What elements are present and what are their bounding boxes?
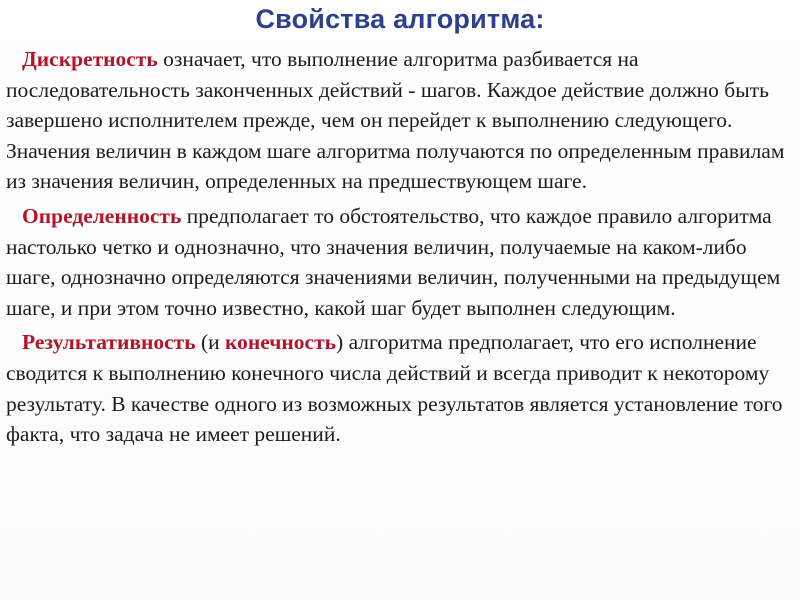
paragraph-discreteness	[6, 44, 796, 197]
term-finiteness: конечность	[225, 330, 337, 355]
term-definiteness: Определенность	[22, 203, 182, 228]
paragraph-effectiveness	[6, 327, 796, 449]
paragraph-discreteness-text: означает, что выполнение алгоритма разбивается на последовательность законченных действий - шагов. Каждое действие должно быть завершено исполнителем прежде, чем он перейдет к выполнению следующего. Значения величин в каждом шаге алгоритма получаются по определенным правилам из значения величин, определенных на предшествующем шаге.	[6, 47, 785, 194]
paragraph-definiteness-text: предполагает то обстоятельство, что каждое правило алгоритма настолько четко и однозначно, что значения величин, получаемые на каком-либо шаге, однозначно определяются значениями величин, полученными на предыдущем шаге, и при этом точно известно, какой шаг будет выполнен следующим.	[6, 203, 781, 320]
paragraph-definiteness	[6, 201, 796, 323]
term-discreteness: Дискретность	[22, 47, 158, 71]
slide-title: Свойства алгоритма:	[255, 4, 545, 34]
paragraph-effectiveness-text: ) алгоритма предполагает, что его исполнение сводится к выполнению конечного числа действий и всегда приводит к некоторому результату. В качестве одного из возможных результатов является установление того факта, что задача не имеет решений.	[6, 330, 783, 447]
term-effectiveness: Результативность	[22, 330, 196, 355]
slide-body	[6, 44, 796, 454]
paragraph-effectiveness-open: (и	[195, 330, 226, 355]
